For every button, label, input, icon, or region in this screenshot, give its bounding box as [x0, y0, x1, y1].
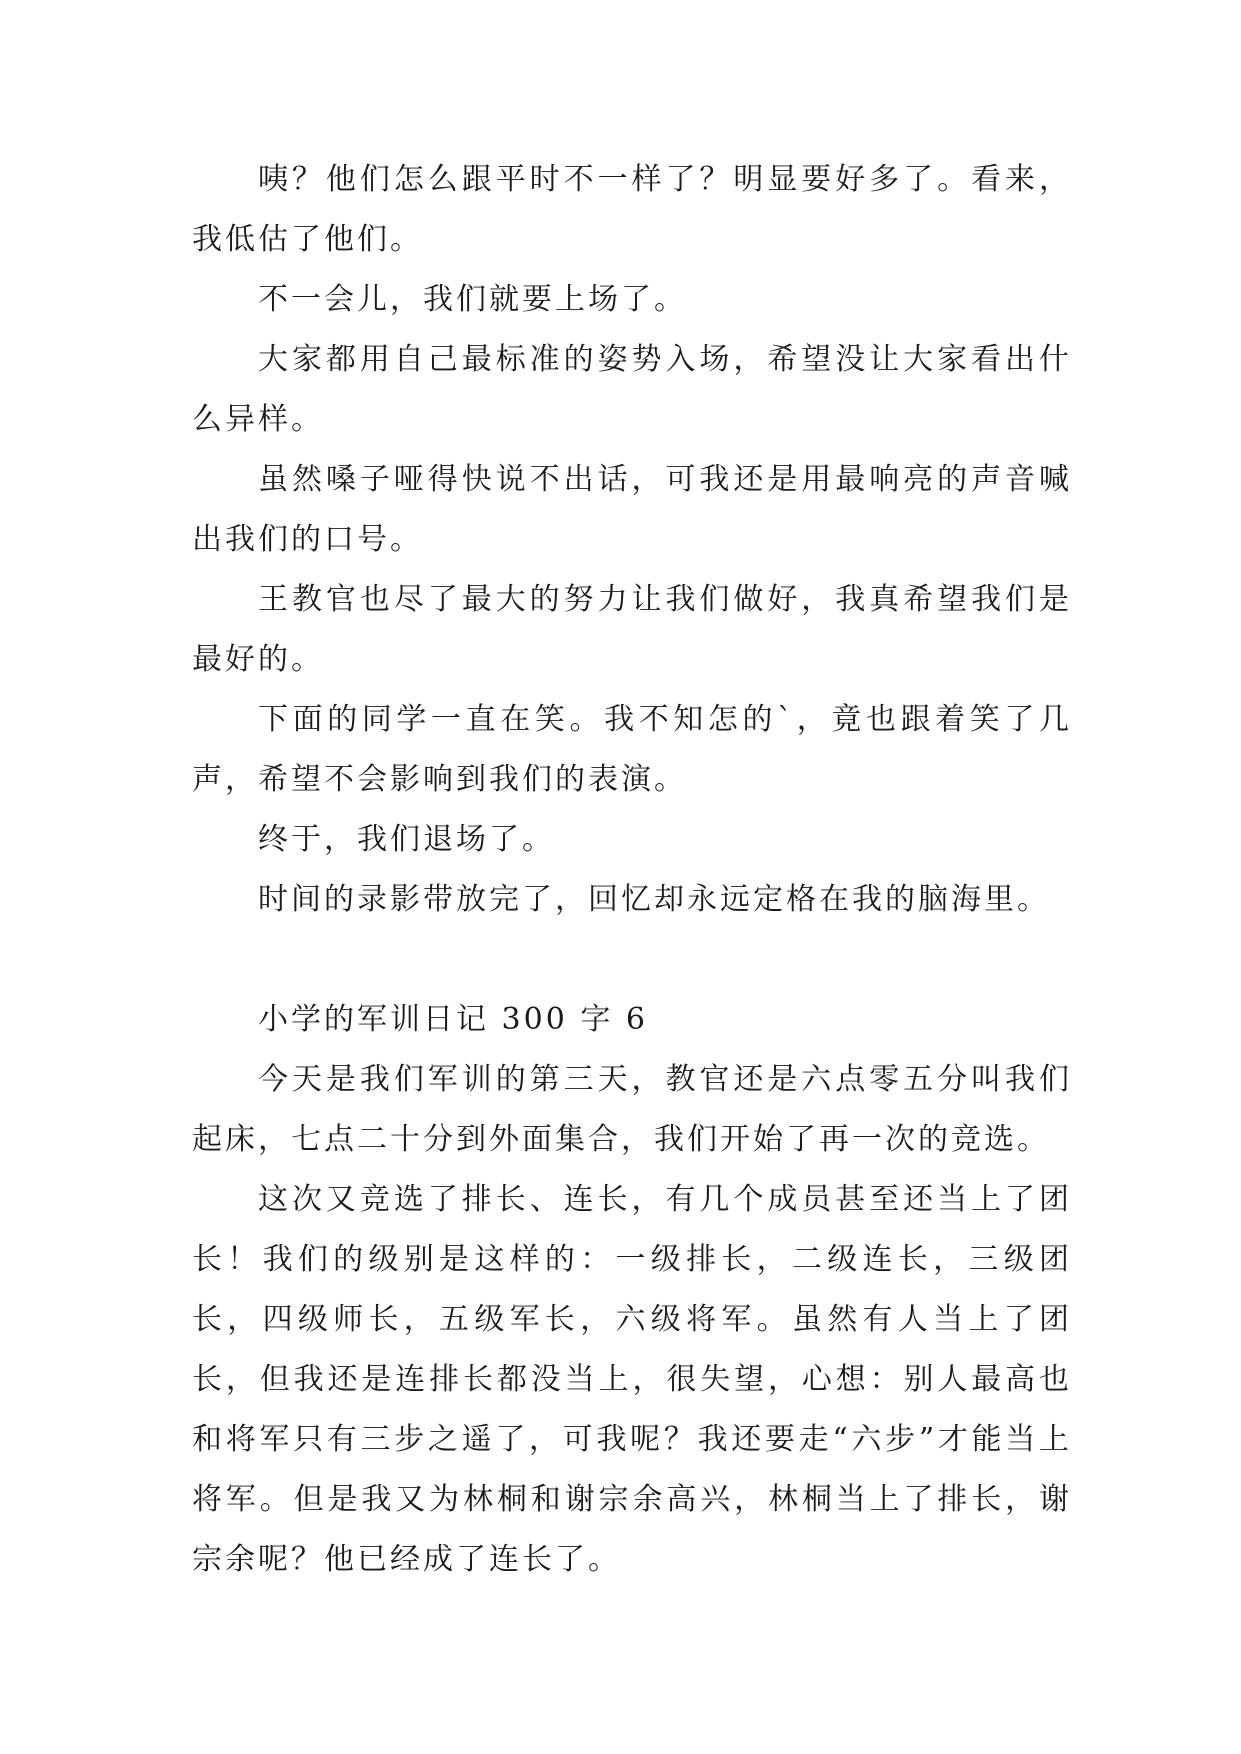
section-title: 小学的军训日记 300 字 6	[258, 1002, 648, 1037]
section-spacer	[192, 930, 1072, 990]
document-body	[192, 150, 1072, 1590]
paragraph: 下面的同学一直在笑。我不知怎的`，竟也跟着笑了几声，希望不会影响到我们的表演。	[192, 702, 1072, 797]
paragraph: 这次又竞选了排长、连长，有几个成员甚至还当上了团长！我们的级别是这样的：一级排长，二级连长，三级团长，四级师长，五级军长，六级将军。虽然有人当上了团长，但我还是连排长都没当上，很失望，心想：别人最高也和将军只有三步之遥了，可我呢？我还要走“六步”才能当上将军。但是我又为林桐和谢宗余高兴，林桐当上了排长，谢宗余呢？他已经成了连长了。	[192, 1182, 1072, 1577]
paragraph: 今天是我们军训的第三天，教官还是六点零五分叫我们起床，七点二十分到外面集合，我们开始了再一次的竞选。	[192, 1062, 1072, 1157]
paragraph: 时间的录影带放完了，回忆却永远定格在我的脑海里。	[258, 882, 1050, 917]
paragraph: 不一会儿，我们就要上场了。	[258, 282, 687, 317]
paragraph: 王教官也尽了最大的努力让我们做好，我真希望我们是最好的。	[192, 582, 1072, 677]
paragraph: 大家都用自己最标准的姿势入场，希望没让大家看出什么异样。	[192, 342, 1072, 437]
paragraph: 咦？他们怎么跟平时不一样了？明显要好多了。看来，我低估了他们。	[192, 162, 1072, 257]
paragraph: 终于，我们退场了。	[258, 822, 555, 857]
paragraph: 虽然嗓子哑得快说不出话，可我还是用最响亮的声音喊出我们的口号。	[192, 462, 1072, 557]
